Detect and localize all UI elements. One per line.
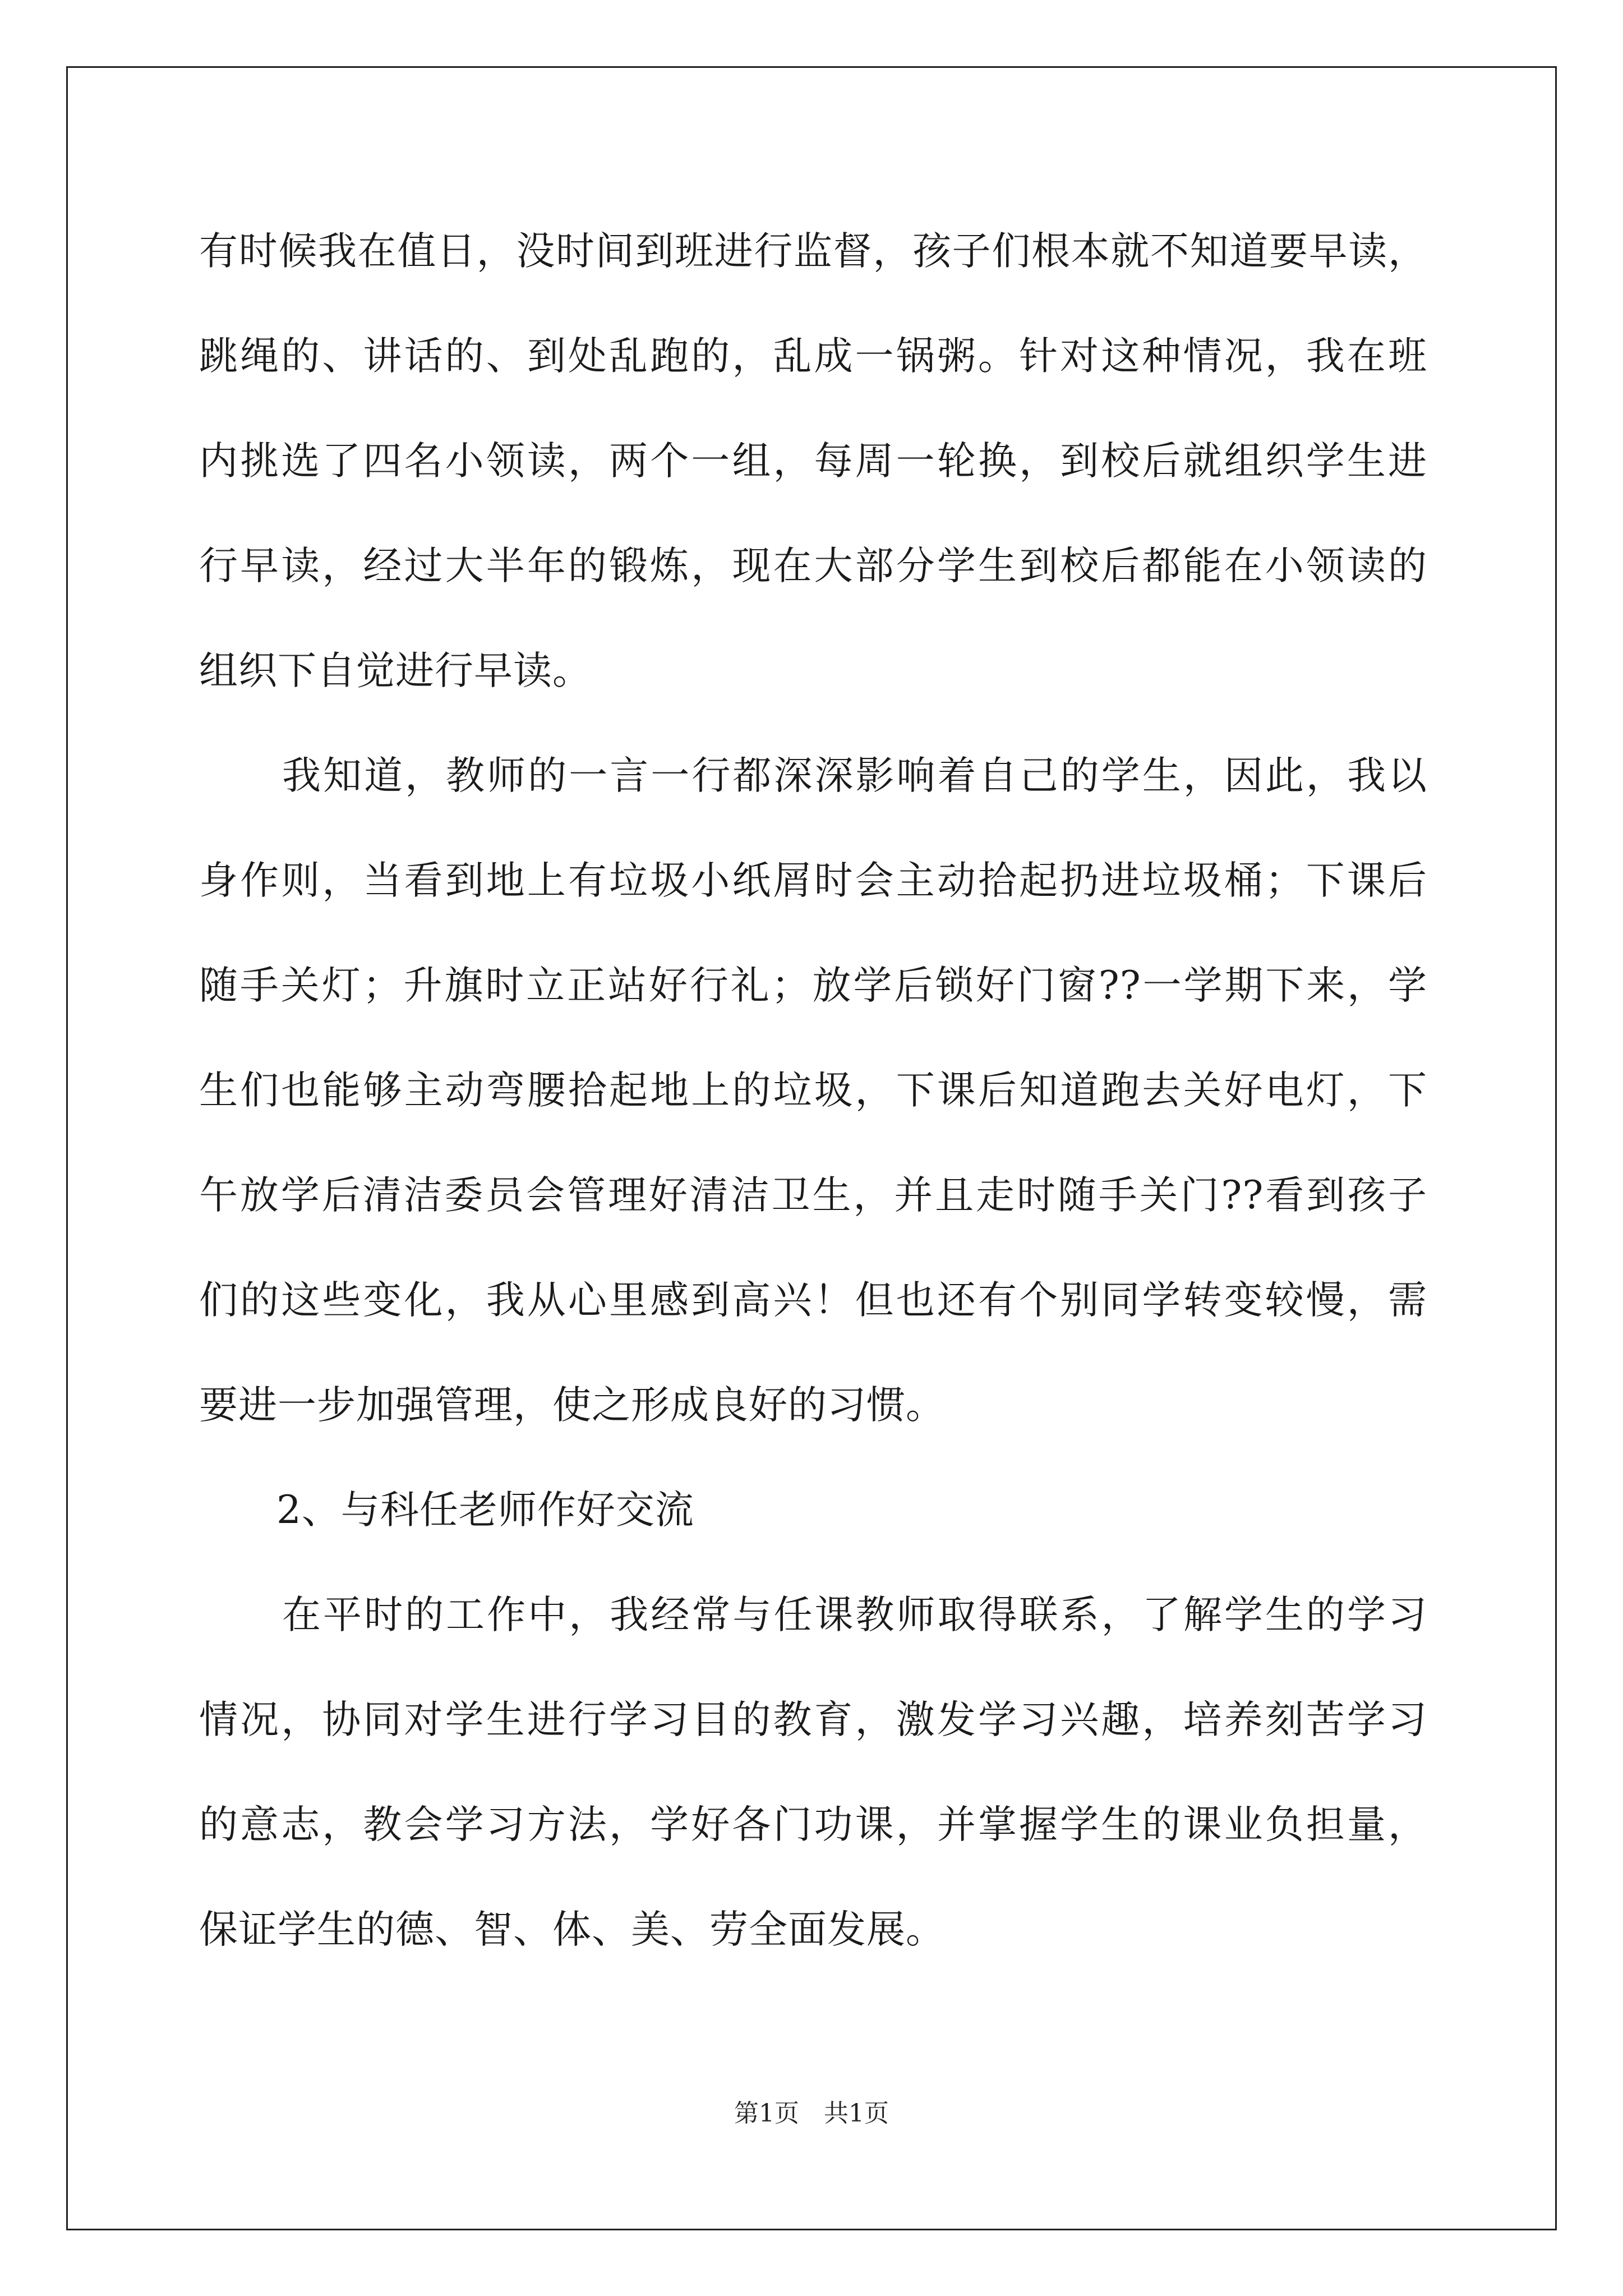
section-heading: 2、与科任老师作好交流 [276, 1488, 694, 1533]
text-line: 情况，协同对学生进行学习目的教育，激发学习兴趣，培养刻苦学习 [199, 1697, 1427, 1742]
page-footer [0, 2097, 1623, 2131]
text-line: 内挑选了四名小领读，两个一组，每周一轮换，到校后就组织学生进 [199, 439, 1427, 484]
page-number: 第1页 [734, 2099, 799, 2128]
page-total: 共1页 [824, 2099, 889, 2128]
paragraph-first-line: 在平时的工作中，我经常与任课教师取得联系，了解学生的学习 [282, 1593, 1427, 1637]
text-line: 生们也能够主动弯腰拾起地上的垃圾，下课后知道跑去关好电灯，下 [199, 1068, 1427, 1113]
text-line: 身作则，当看到地上有垃圾小纸屑时会主动拾起扔进垃圾桶；下课后 [199, 858, 1427, 903]
text-line: 行早读，经过大半年的锻炼，现在大部分学生到校后都能在小领读的 [199, 544, 1427, 588]
text-line: 午放学后清洁委员会管理好清洁卫生，并且走时随手关门??看到孩子 [199, 1173, 1427, 1218]
text-line: 有时候我在值日，没时间到班进行监督，孩子们根本就不知道要早读， [199, 229, 1427, 274]
text-line: 跳绳的、讲话的、到处乱跑的，乱成一锅粥。针对这种情况，我在班 [199, 334, 1427, 379]
document-body [199, 199, 1427, 1982]
text-line: 的意志，教会学习方法，学好各门功课，并掌握学生的课业负担量， [199, 1802, 1427, 1847]
paragraph-first-line: 我知道，教师的一言一行都深深影响着自己的学生，因此，我以 [282, 753, 1427, 798]
text-line: 组织下自觉进行早读。 [199, 648, 592, 693]
text-line: 要进一步加强管理，使之形成良好的习惯。 [199, 1383, 945, 1428]
text-line: 们的这些变化，我从心里感到高兴！但也还有个别同学转变较慢，需 [199, 1278, 1427, 1323]
text-line: 保证学生的德、智、体、美、劳全面发展。 [199, 1907, 945, 1952]
text-line: 随手关灯；升旗时立正站好行礼；放学后锁好门窗??一学期下来，学 [199, 963, 1427, 1008]
